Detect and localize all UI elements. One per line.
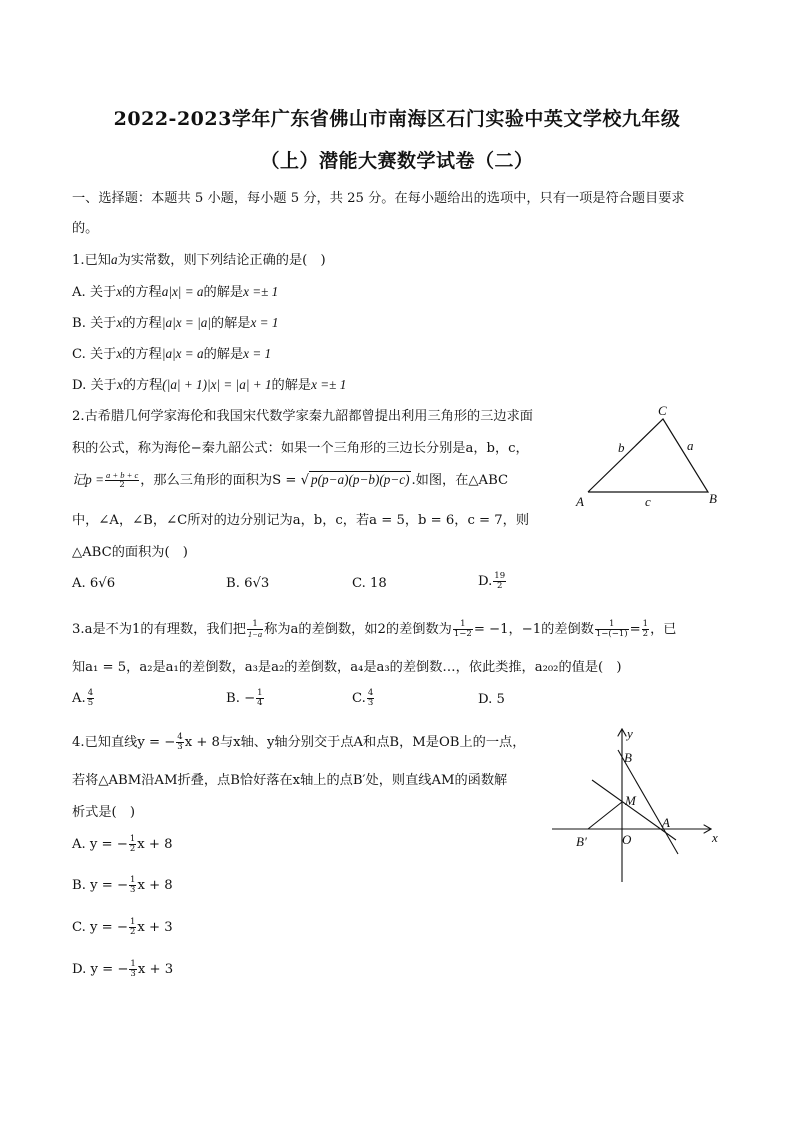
- q2-option-a[interactable]: A. 6√6: [72, 576, 116, 591]
- side-b-label: b: [618, 440, 625, 455]
- q2-option-b[interactable]: B. 6√3: [226, 576, 270, 591]
- q2-line3: 记p = $\frac{a + b + c}{2}$ ，那么三角形的面积为S = √ p(p−a)(p−b)(p−c) .如图，在△ABC: [72, 470, 509, 490]
- point-a-label: A: [662, 815, 670, 830]
- q3-line2: 知a₁ = 5，a₂是a₁的差倒数，a₃是a₂的差倒数，a₄是a₃的差倒数…，依此类推，a₂₀₂的值是( ): [72, 660, 622, 675]
- q2-line2: 积的公式，称为海伦−秦九韶公式：如果一个三角形的三边长分别是a，b，c，: [72, 441, 529, 456]
- q2-line5: △ABC的面积为( ): [72, 545, 188, 560]
- section-instructions-line1: 一、选择题：本题共 5 小题，每小题 5 分，共 25 分。在每小题给出的选项中，只有一项是符合题目要求: [72, 191, 685, 206]
- q2-line1: 2.古希腊几何学家海伦和我国宋代数学家秦九韶都曾提出利用三角形的三边求面: [72, 409, 533, 424]
- vertex-a-label: A: [576, 494, 584, 509]
- q4-line2: 若将△ABM沿AM折叠，点B恰好落在x轴上的点B′处，则直线AM的函数解: [72, 773, 508, 788]
- q4-option-b[interactable]: B. y = − $\frac{1}{3}$ x + 8: [72, 875, 173, 895]
- q1-option-d[interactable]: D. 关于x的方程(|a| + 1)|x| = |a| + 1的解是x =± 1: [72, 377, 347, 393]
- q4-option-d[interactable]: D. y = − $\frac{1}{3}$ x + 3: [72, 959, 174, 979]
- point-m-label: M: [625, 793, 636, 808]
- q2-triangle-figure: [570, 400, 730, 512]
- vertex-b-label: B: [709, 491, 717, 506]
- side-a-label: a: [687, 438, 694, 453]
- exam-title-line2: （上）潜能大赛数学试卷（二）: [260, 150, 534, 172]
- point-b-label: B: [624, 750, 632, 765]
- q1-stem: 1.已知a为实常数，则下列结论正确的是( ): [72, 252, 326, 268]
- q4-option-c[interactable]: C. y = − $\frac{1}{2}$ x + 3: [72, 917, 173, 937]
- q3-option-c[interactable]: C. $\frac{4}{3}$: [352, 688, 374, 708]
- line-am: [592, 780, 676, 840]
- q2-line4: 中，∠A，∠B，∠C所对的边分别记为a，b，c，若a = 5，b = 6，c = 7，则: [72, 513, 530, 528]
- q2-option-d[interactable]: D. $\frac{19}{2}$: [478, 571, 506, 591]
- q4-line1: 4.已知直线y = − $\frac{4}{3}$ x + 8与x轴、y轴分别交于点A和点B，M是OB上的一点，: [72, 732, 526, 752]
- q3-line1: 3.a是不为1的有理数，我们把 $\frac{1}{1-a}$ 称为a的差倒数，如2的差倒数为 $\frac{1}{1-2}$ = −1，−1的差倒数 $\frac{1}{1-(-1)}$ = $\frac{1}{2}$ ，已: [72, 619, 677, 639]
- q4-coordinate-figure: [548, 722, 728, 887]
- q3-option-b[interactable]: B. − $\frac{1}{4}$: [226, 688, 263, 708]
- q3-option-a[interactable]: A. $\frac{4}{5}$: [72, 688, 94, 708]
- q1-option-a[interactable]: A. 关于x的方程a|x| = a的解是x =± 1: [72, 284, 279, 300]
- segment-bprime-m: [588, 802, 622, 829]
- exam-title-line1: 2022-2023学年广东省佛山市南海区石门实验中英文学校九年级: [113, 108, 681, 130]
- q3-option-d[interactable]: D. 5: [478, 692, 505, 707]
- y-axis-label: y: [627, 726, 633, 741]
- q4-option-a[interactable]: A. y = − $\frac{1}{2}$ x + 8: [72, 834, 173, 854]
- section-instructions-line2: 的。: [72, 221, 99, 236]
- q1-option-c[interactable]: C. 关于x的方程|a|x = a的解是x = 1: [72, 346, 272, 362]
- triangle-abc: [588, 419, 708, 492]
- origin-label: O: [622, 832, 632, 847]
- q2-option-c[interactable]: C. 18: [352, 576, 387, 591]
- q4-line3: 析式是( ): [72, 805, 136, 820]
- point-bprime-label: B′: [576, 834, 587, 849]
- q2-p-fraction: $\frac{a + b + c}{2}$: [105, 470, 139, 490]
- side-c-label: c: [645, 494, 651, 509]
- vertex-c-label: C: [658, 403, 667, 418]
- x-axis-label: x: [712, 830, 718, 845]
- q1-option-b[interactable]: B. 关于x的方程|a|x = |a|的解是x = 1: [72, 315, 279, 331]
